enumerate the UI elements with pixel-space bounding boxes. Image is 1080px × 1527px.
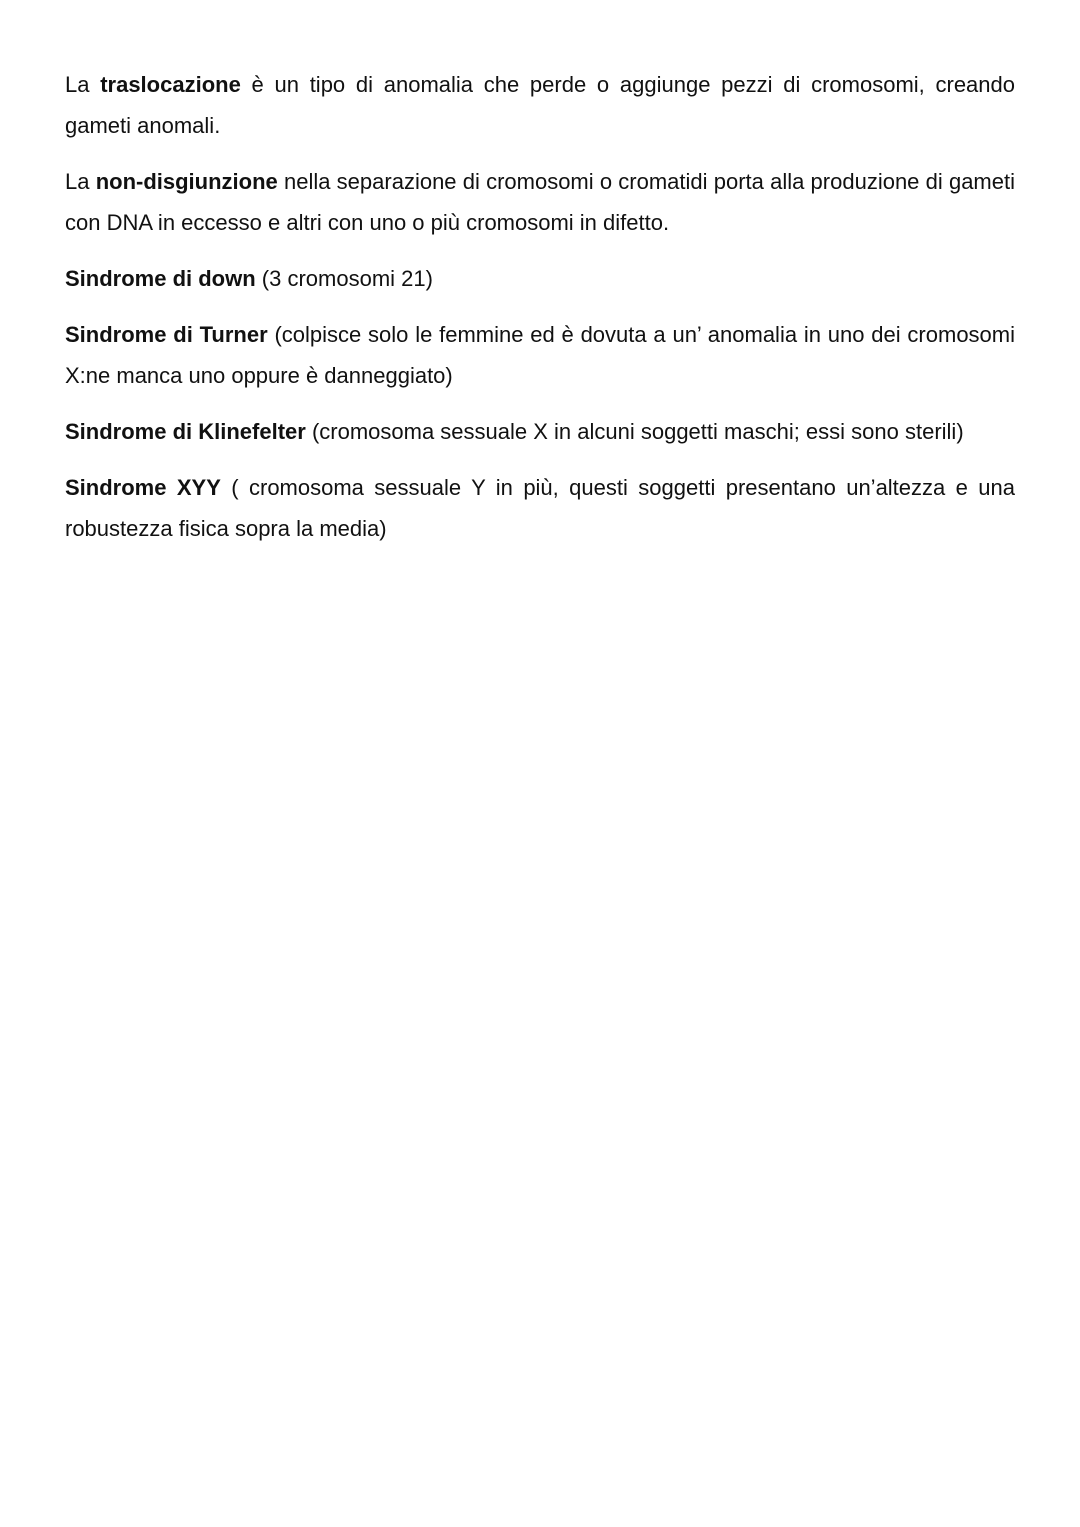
term-non-disgiunzione: non-disgiunzione — [95, 169, 278, 194]
term-traslocazione: traslocazione — [100, 72, 241, 97]
paragraph-traslocazione — [65, 64, 1015, 146]
term-sindrome-down: Sindrome di down — [65, 266, 256, 291]
paragraph-non-disgiunzione — [65, 161, 1015, 243]
paragraph-sindrome-down — [65, 258, 1015, 299]
paragraph-sindrome-klinefelter — [65, 411, 1015, 452]
document-page — [65, 64, 1015, 564]
term-sindrome-xyy: Sindrome XYY — [65, 475, 221, 500]
paragraph-prefix: La — [65, 169, 96, 194]
paragraph-prefix: La — [65, 72, 101, 97]
paragraph-text: (colpisce solo le femmine ed è dovuta a un’ anomalia in uno dei cromosomi X:ne manca uno oppure è danneggiato) — [65, 322, 1016, 388]
paragraph-text: ( cromosoma sessuale Y in più, questi soggetti presentano un’altezza e una robustezza fisica sopra la media) — [65, 475, 1015, 541]
paragraph-text: è un tipo di anomalia che perde o aggiunge pezzi di cromosomi, creando gameti anomali. — [65, 72, 1015, 138]
paragraph-text: (cromosoma sessuale X in alcuni soggetti maschi; essi sono sterili) — [305, 419, 964, 444]
paragraph-text: (3 cromosomi 21) — [255, 266, 433, 291]
term-sindrome-turner: Sindrome di Turner — [65, 322, 268, 347]
paragraph-sindrome-xyy — [65, 467, 1015, 549]
paragraph-text: nella separazione di cromosomi o cromatidi porta alla produzione di gameti con DNA in eccesso e altri con uno o più cromosomi in difetto. — [65, 169, 1015, 235]
term-sindrome-klinefelter: Sindrome di Klinefelter — [65, 419, 306, 444]
paragraph-sindrome-turner — [65, 314, 1015, 396]
